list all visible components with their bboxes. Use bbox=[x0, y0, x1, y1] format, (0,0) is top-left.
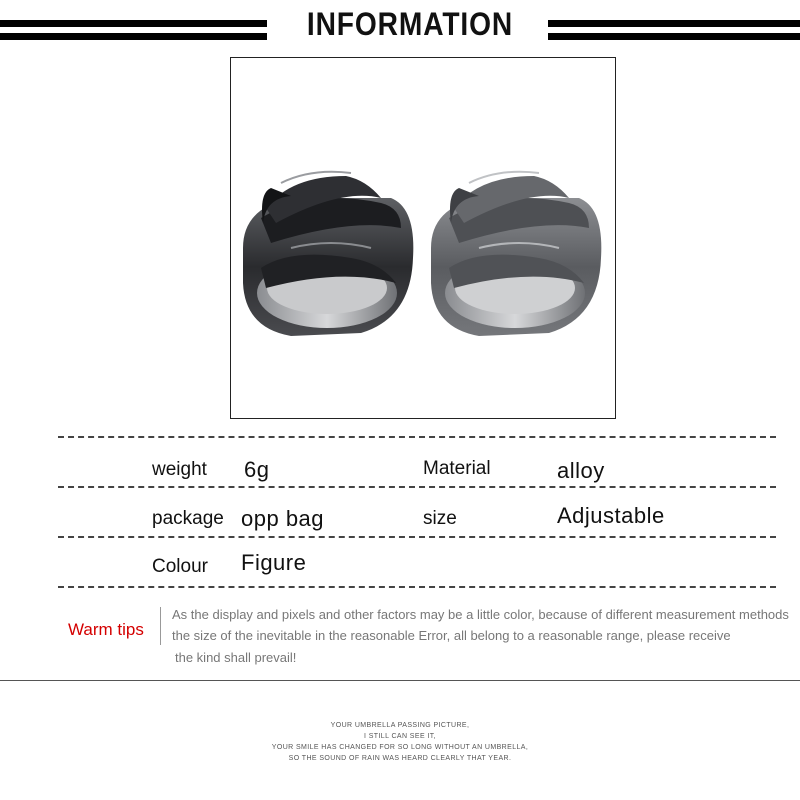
separator-2 bbox=[58, 486, 776, 488]
header-bar-right bbox=[548, 20, 800, 40]
ring-left bbox=[243, 172, 413, 336]
poem-line-2: I STILL CAN SEE IT, bbox=[364, 733, 436, 740]
divider-line bbox=[0, 680, 800, 681]
weight-value: 6g bbox=[244, 457, 270, 482]
package-label: package bbox=[152, 508, 224, 529]
warm-tips-line-1: As the display and pixels and other factors may be a little color, because of different measurement methods bbox=[172, 607, 789, 622]
package-value: opp bag bbox=[241, 506, 325, 531]
rings-illustration bbox=[231, 58, 615, 418]
material-label: Material bbox=[423, 458, 491, 479]
separator-4 bbox=[58, 586, 776, 588]
poem-line-1: YOUR UMBRELLA PASSING PICTURE, bbox=[330, 722, 470, 729]
warm-tips-label: Warm tips bbox=[68, 620, 144, 639]
colour-value: Figure bbox=[241, 550, 307, 575]
colour-label: Colour bbox=[152, 556, 208, 577]
weight-label: weight bbox=[152, 459, 207, 480]
warm-tips-line-2: the size of the inevitable in the reasonable Error, all belong to a reasonable range, please receive bbox=[172, 628, 731, 643]
ring-right bbox=[431, 172, 601, 336]
separator-1 bbox=[58, 436, 776, 438]
size-label: size bbox=[423, 508, 457, 529]
poem-line-3: YOUR SMILE HAS CHANGED FOR SO LONG WITHOUT AN UMBRELLA, bbox=[271, 744, 529, 751]
page-title: INFORMATION bbox=[306, 6, 514, 42]
header-bar-left bbox=[0, 20, 267, 40]
warm-tips-line-3: the kind shall prevail! bbox=[175, 650, 297, 665]
material-value: alloy bbox=[557, 458, 605, 483]
poem-line-4: SO THE SOUND OF RAIN WAS HEARD CLEARLY THAT YEAR. bbox=[288, 755, 512, 762]
size-value: Adjustable bbox=[557, 503, 665, 528]
separator-3 bbox=[58, 536, 776, 538]
warm-tips-divider bbox=[160, 607, 161, 645]
product-image bbox=[230, 57, 616, 419]
